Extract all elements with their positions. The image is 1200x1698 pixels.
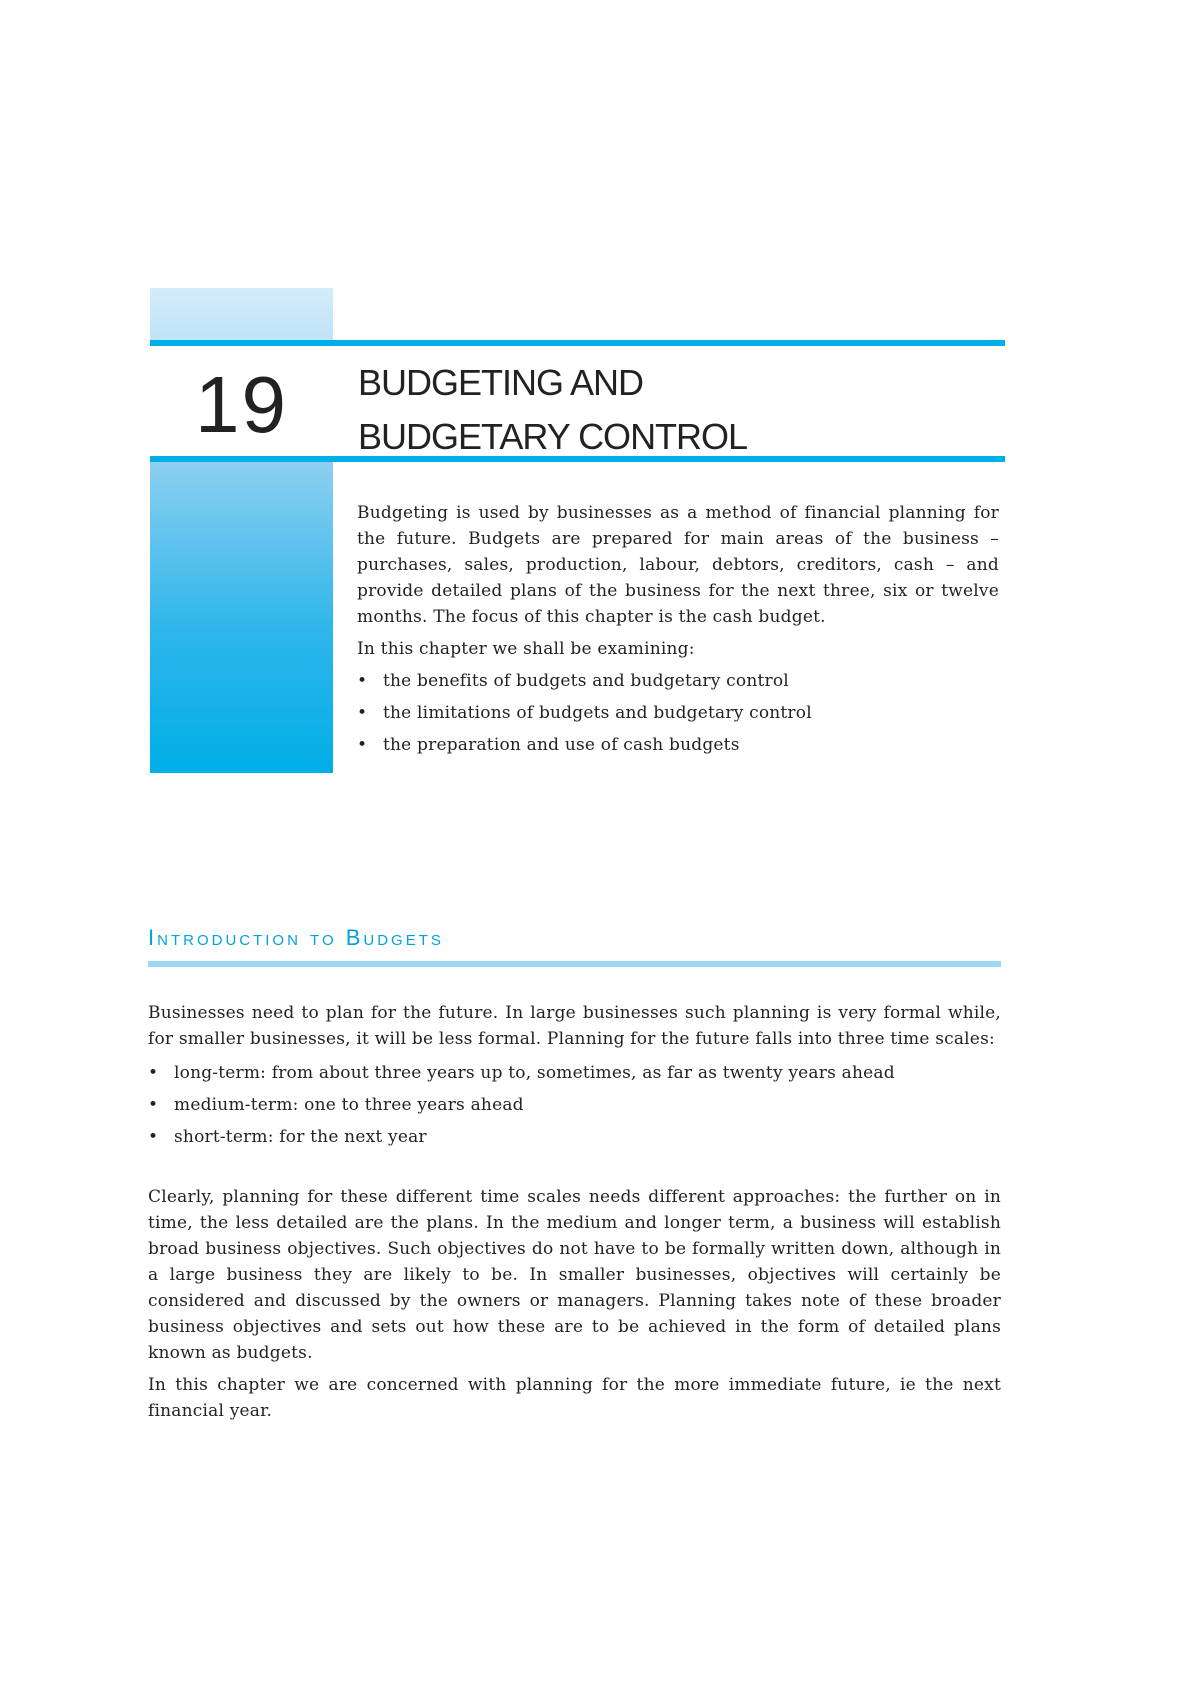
chapter-title-line-2: BUDGETARY CONTROL	[358, 416, 748, 457]
chapter-intro	[357, 500, 999, 764]
list-item: • long-term: from about three years up to, sometimes, as far as twenty years ahead	[148, 1060, 1001, 1086]
intro-paragraph: Budgeting is used by businesses as a method of financial planning for the future. Budgets are prepared for main areas of the business – purchases, sales, production, labour, debtors, creditors, cash – and provide detailed plans of the business for the next three, six or twelve months. The focus of this chapter is the cash budget.	[357, 503, 999, 627]
body-paragraph: In this chapter we are concerned with planning for the more immediate future, ie the next financial year.	[148, 1375, 1001, 1421]
chapter-title-line-1: BUDGETING AND	[358, 362, 644, 403]
body-paragraph: Clearly, planning for these different time scales needs different approaches: the further on in time, the less detailed are the plans. In the medium and longer term, a business will establish broad business objectives. Such objectives do not have to be formally written down, although in a large business they are likely to be. In smaller businesses, objectives will certainly be considered and discussed by the owners or managers. Planning takes note of these broader business objectives and sets out how these are to be achieved in the form of detailed plans known as budgets.	[148, 1187, 1001, 1363]
section-rule	[148, 961, 1001, 967]
body-paragraph: Businesses need to plan for the future. In large businesses such planning is very formal while, for smaller businesses, it will be less formal. Planning for the future falls into three time scales:	[148, 1003, 1001, 1049]
intro-bullet-list	[357, 668, 999, 758]
list-item: • the limitations of budgets and budgetary control	[357, 700, 999, 726]
chapter-top-rule	[150, 340, 1005, 346]
list-item: • medium-term: one to three years ahead	[148, 1092, 1001, 1118]
chapter-title	[358, 356, 998, 464]
time-scale-list	[148, 1060, 1001, 1150]
list-item: • the benefits of budgets and budgetary control	[357, 668, 999, 694]
section-heading: Introduction to Budgets	[148, 925, 444, 950]
list-item: • the preparation and use of cash budgets	[357, 732, 999, 758]
intro-lead: In this chapter we shall be examining:	[357, 639, 695, 659]
list-item: • short-term: for the next year	[148, 1124, 1001, 1150]
chapter-number: 19	[195, 360, 288, 449]
section-body	[148, 1000, 1001, 1430]
